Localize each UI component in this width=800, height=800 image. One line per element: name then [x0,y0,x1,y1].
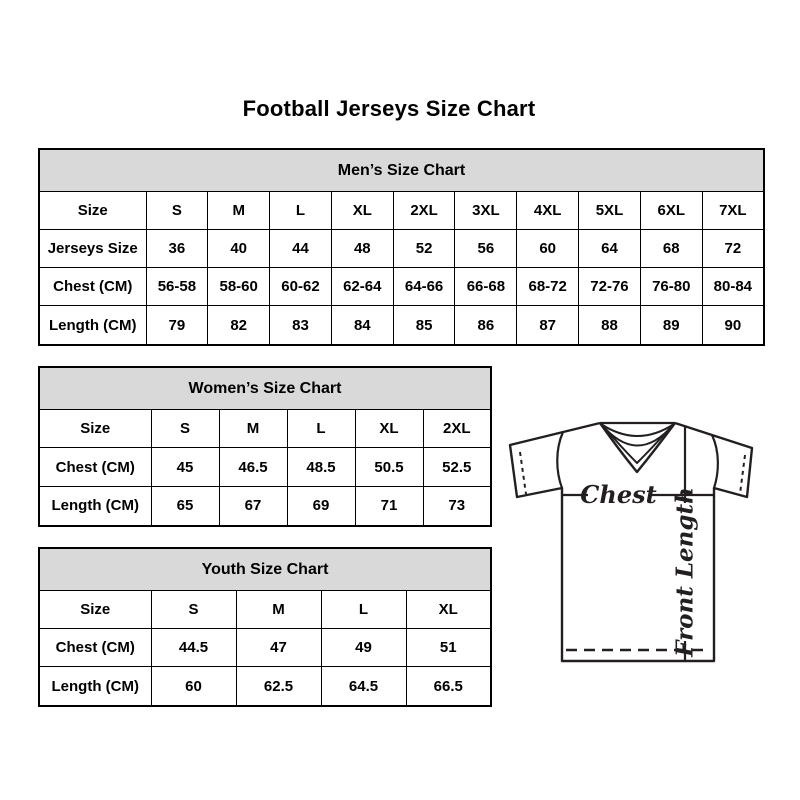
men-value-cell: 2XL [393,192,455,230]
women-table-row [39,410,491,448]
men-value-cell: 56 [455,230,517,268]
men-value-cell: 36 [146,230,208,268]
chest-label: Chest [580,480,657,509]
men-row-label: Chest (CM) [39,268,146,306]
men-value-cell: 56-58 [146,268,208,306]
men-value-cell: 44 [270,230,332,268]
mens-table-title: Men’s Size Chart [39,149,764,192]
youth-row-label: Size [39,591,151,629]
front-length-label: Front Length [671,487,699,657]
women-row-label: Chest (CM) [39,448,151,486]
men-table-row [39,306,764,345]
women-row-label: Length (CM) [39,486,151,526]
women-value-cell: M [219,410,287,448]
men-value-cell: 58-60 [208,268,270,306]
women-table-row [39,448,491,486]
men-value-cell: XL [331,192,393,230]
men-value-cell: 64-66 [393,268,455,306]
youth-value-cell: 64.5 [321,667,406,706]
mens-size-table [38,148,765,346]
womens-table-title: Women’s Size Chart [39,367,491,410]
page-title: Football Jerseys Size Chart [242,96,536,121]
men-value-cell: 86 [455,306,517,345]
men-value-cell: 52 [393,230,455,268]
men-value-cell: 60-62 [270,268,332,306]
men-value-cell: 82 [208,306,270,345]
youth-value-cell: 66.5 [406,667,491,706]
men-table-row [39,230,764,268]
youth-value-cell: S [151,591,236,629]
men-value-cell: 60 [517,230,579,268]
men-table-row [39,268,764,306]
youth-row-label: Chest (CM) [39,629,151,667]
women-value-cell: 71 [355,486,423,526]
women-value-cell: 52.5 [423,448,491,486]
men-value-cell: 87 [517,306,579,345]
men-value-cell: 88 [579,306,641,345]
men-value-cell: 68 [640,230,702,268]
cuff-dashed-line-left-icon [520,452,526,494]
men-value-cell: 76-80 [640,268,702,306]
men-value-cell: 90 [702,306,764,345]
women-value-cell: 45 [151,448,219,486]
table-header-row [39,149,764,192]
table-header-row [39,548,491,591]
women-value-cell: 50.5 [355,448,423,486]
armhole-seam-left-icon [557,432,563,488]
youth-table-row [39,591,491,629]
men-value-cell: 64 [579,230,641,268]
jersey-outline-icon [510,423,752,661]
men-row-label: Length (CM) [39,306,146,345]
women-table-row [39,486,491,526]
men-value-cell: 79 [146,306,208,345]
youth-value-cell: 47 [236,629,321,667]
women-value-cell: 67 [219,486,287,526]
youth-value-cell: 62.5 [236,667,321,706]
men-value-cell: L [270,192,332,230]
youth-value-cell: XL [406,591,491,629]
youth-value-cell: 60 [151,667,236,706]
women-row-label: Size [39,410,151,448]
women-value-cell: 65 [151,486,219,526]
men-value-cell: 85 [393,306,455,345]
cuff-dashed-line-right-icon [740,455,745,494]
youth-value-cell: 44.5 [151,629,236,667]
men-value-cell: 3XL [455,192,517,230]
women-value-cell: 69 [287,486,355,526]
youth-value-cell: L [321,591,406,629]
men-value-cell: 5XL [579,192,641,230]
men-value-cell: 72-76 [579,268,641,306]
table-header-row [39,367,491,410]
men-value-cell: 40 [208,230,270,268]
women-value-cell: L [287,410,355,448]
men-value-cell: 66-68 [455,268,517,306]
men-value-cell: 89 [640,306,702,345]
men-value-cell: 7XL [702,192,764,230]
jersey-measurement-diagram [498,410,768,670]
men-value-cell: 4XL [517,192,579,230]
women-value-cell: 48.5 [287,448,355,486]
men-value-cell: 68-72 [517,268,579,306]
women-value-cell: XL [355,410,423,448]
men-value-cell: 48 [331,230,393,268]
men-row-label: Jerseys Size [39,230,146,268]
youth-value-cell: M [236,591,321,629]
men-value-cell: 80-84 [702,268,764,306]
youth-table-title: Youth Size Chart [39,548,491,591]
men-value-cell: 72 [702,230,764,268]
women-value-cell: 2XL [423,410,491,448]
armhole-seam-right-icon [712,435,718,488]
men-value-cell: 6XL [640,192,702,230]
youth-size-table [38,547,492,707]
men-value-cell: 62-64 [331,268,393,306]
womens-size-table [38,366,492,527]
women-value-cell: 73 [423,486,491,526]
youth-value-cell: 49 [321,629,406,667]
men-value-cell: 84 [331,306,393,345]
youth-value-cell: 51 [406,629,491,667]
men-value-cell: S [146,192,208,230]
men-value-cell: M [208,192,270,230]
youth-row-label: Length (CM) [39,667,151,706]
youth-table-row [39,629,491,667]
men-table-row [39,192,764,230]
men-value-cell: 83 [270,306,332,345]
women-value-cell: 46.5 [219,448,287,486]
men-row-label: Size [39,192,146,230]
youth-table-row [39,667,491,706]
women-value-cell: S [151,410,219,448]
